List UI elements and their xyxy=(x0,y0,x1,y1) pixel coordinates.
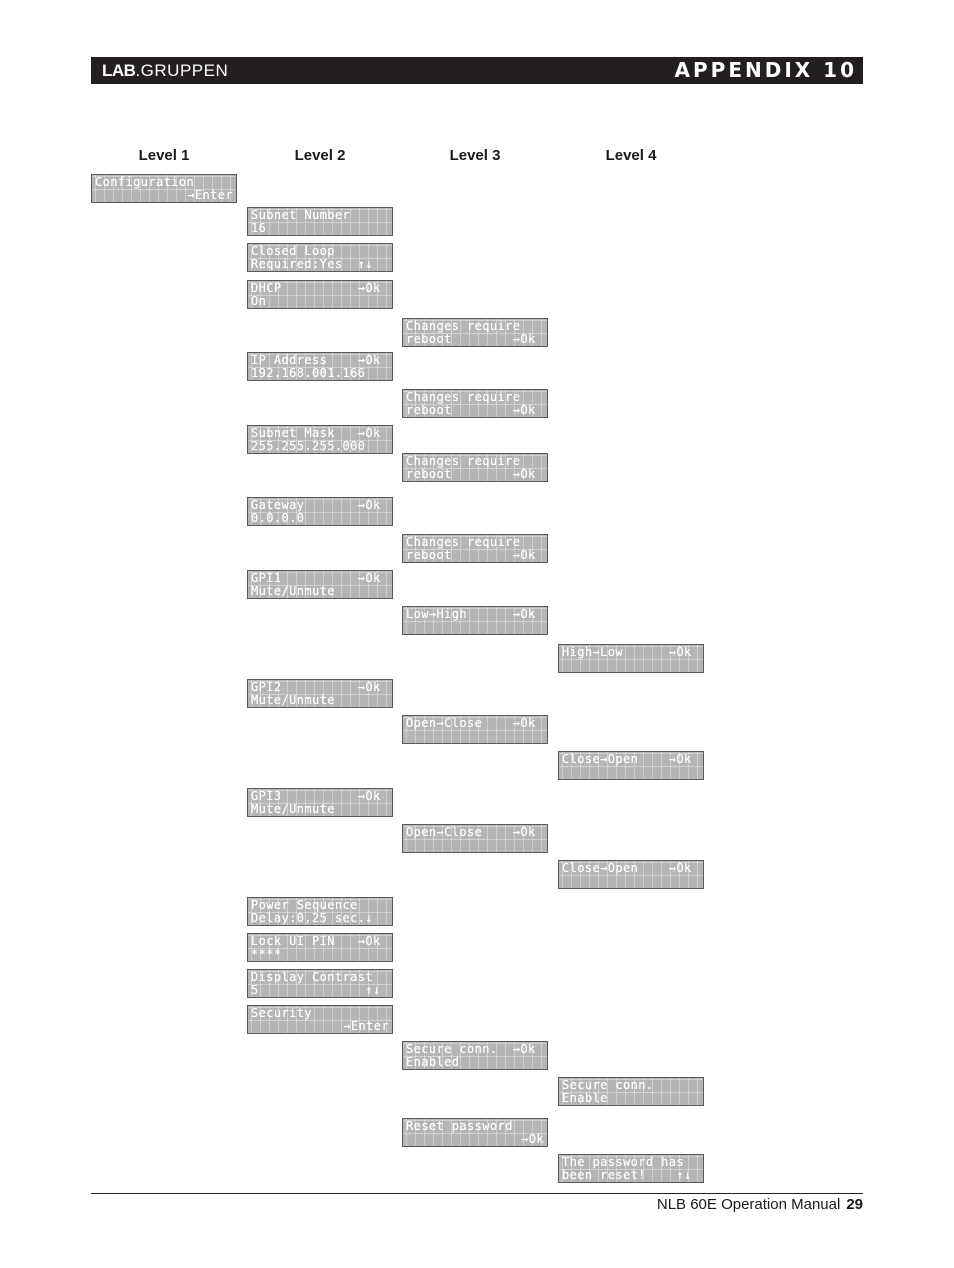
lcd-line-2: Mute/Unmute xyxy=(251,693,335,707)
lcd-line-2 xyxy=(562,659,700,672)
lcd-line-1: Changes require xyxy=(406,454,521,468)
lcd-line-1: Security xyxy=(251,1006,312,1020)
column-heading-level-2: Level 2 xyxy=(294,147,346,164)
lcd-line-1: Secure conn. xyxy=(562,1078,654,1092)
lcd-line-1: Changes require xyxy=(406,390,521,404)
lcd-line-2: →Enter xyxy=(187,188,233,202)
lcd-line-2: →Ok xyxy=(521,1132,544,1146)
lcd-line-2: 16 xyxy=(251,221,267,235)
footer-rule xyxy=(91,1193,863,1194)
lcd-line-2: reboot →Ok xyxy=(406,548,536,562)
lcd-display-level-4 xyxy=(558,860,704,889)
lcd-display-level-3 xyxy=(402,534,548,563)
lcd-line-2: Required:Yes ↑↓ xyxy=(251,257,373,271)
lcd-display-level-3 xyxy=(402,389,548,418)
header-bar xyxy=(91,57,863,84)
lcd-line-2: Delay:0,25 sec.↓ xyxy=(251,911,373,925)
column-heading-level-3: Level 3 xyxy=(449,147,501,164)
lcd-line-2 xyxy=(562,875,700,888)
lcd-line-2: reboot →Ok xyxy=(406,332,536,346)
lcd-line-1: DHCP →Ok xyxy=(251,281,381,295)
lcd-display-level-2 xyxy=(247,570,393,599)
lcd-display-level-2 xyxy=(247,897,393,926)
lcd-line-2: 5 ↑↓ xyxy=(251,983,381,997)
lcd-line-2 xyxy=(562,766,700,779)
lcd-line-1: High→Low →Ok xyxy=(562,645,692,659)
lcd-display-level-3 xyxy=(402,1118,548,1147)
lcd-line-1: Subnet Number xyxy=(251,208,351,222)
lcd-line-1: The password has xyxy=(562,1155,684,1169)
lcd-display-level-4 xyxy=(558,1077,704,1106)
lcd-display-level-2 xyxy=(247,969,393,998)
lcd-display-level-2 xyxy=(247,280,393,309)
lcd-line-2: 192.168.001.166 xyxy=(251,366,366,380)
lcd-display-level-2 xyxy=(247,352,393,381)
lcd-line-1: Close→Open →Ok xyxy=(562,752,692,766)
lcd-line-2: been reset! ↑↓ xyxy=(562,1168,692,1182)
lcd-display-level-2 xyxy=(247,679,393,708)
lcd-line-1: Display Contrast xyxy=(251,970,373,984)
appendix-title: APPENDIX 10 xyxy=(674,58,857,82)
manual-title: NLB 60E Operation Manual xyxy=(656,1196,841,1213)
lcd-display-level-3 xyxy=(402,824,548,853)
lcd-line-1: Power Sequence xyxy=(251,898,358,912)
column-heading-level-4: Level 4 xyxy=(605,147,657,164)
lcd-line-1: Lock UI PIN →Ok xyxy=(251,934,381,948)
lcd-line-1: Changes require xyxy=(406,319,521,333)
lcd-display-level-2 xyxy=(247,207,393,236)
lcd-display-level-4 xyxy=(558,751,704,780)
lcd-display-level-2 xyxy=(247,788,393,817)
lcd-line-2: On xyxy=(251,294,267,308)
lcd-line-2: Mute/Unmute xyxy=(251,802,335,816)
column-heading-level-1: Level 1 xyxy=(138,147,190,164)
lcd-display-level-2 xyxy=(247,933,393,962)
lcd-line-1: Close→Open →Ok xyxy=(562,861,692,875)
lcd-line-1: Configuration xyxy=(95,175,195,189)
lab-gruppen-logo: LAB.GRUPPEN xyxy=(102,61,229,80)
lcd-line-1: Gateway →Ok xyxy=(251,498,381,512)
lcd-line-2: **** xyxy=(251,947,282,961)
lcd-display-level-2 xyxy=(247,497,393,526)
lcd-line-2: Enable xyxy=(562,1091,608,1105)
lcd-display-level-3 xyxy=(402,318,548,347)
lcd-line-2 xyxy=(406,621,544,634)
lcd-display-level-3 xyxy=(402,606,548,635)
lcd-line-1: GPI1 →Ok xyxy=(251,571,381,585)
lcd-line-2: →Enter xyxy=(343,1019,389,1033)
lcd-line-2: Enabled xyxy=(406,1055,460,1069)
lcd-line-2 xyxy=(406,730,544,743)
lcd-line-2 xyxy=(406,839,544,852)
lcd-line-1: Changes require xyxy=(406,535,521,549)
lcd-line-1: Closed Loop xyxy=(251,244,335,258)
lcd-display-level-3 xyxy=(402,715,548,744)
lcd-display-level-2 xyxy=(247,425,393,454)
lcd-line-1: GPI2 →Ok xyxy=(251,680,381,694)
lcd-display-level-3 xyxy=(402,453,548,482)
lcd-line-2: 255.255.255.000 xyxy=(251,439,366,453)
page-number: 29 xyxy=(846,1196,863,1213)
lcd-display-level-4 xyxy=(558,1154,704,1183)
lcd-line-1: GPI3 →Ok xyxy=(251,789,381,803)
lcd-display-level-3 xyxy=(402,1041,548,1070)
lcd-line-1: IP Address →Ok xyxy=(251,353,381,367)
lcd-display-level-1 xyxy=(91,174,237,203)
footer xyxy=(657,1196,863,1213)
lcd-display-level-4 xyxy=(558,644,704,673)
lcd-line-1: Open→Close →Ok xyxy=(406,716,536,730)
lcd-line-1: Low→High →Ok xyxy=(406,607,536,621)
lcd-display-level-2 xyxy=(247,243,393,272)
lcd-line-2: reboot →Ok xyxy=(406,403,536,417)
lcd-line-2: 0.0.0.0 xyxy=(251,511,305,525)
lcd-line-1: Open→Close →Ok xyxy=(406,825,536,839)
lcd-line-1: Subnet Mask →Ok xyxy=(251,426,381,440)
lcd-line-2: reboot →Ok xyxy=(406,467,536,481)
lcd-display-level-2 xyxy=(247,1005,393,1034)
lcd-line-1: Secure conn. →Ok xyxy=(406,1042,536,1056)
lcd-line-1: Reset password xyxy=(406,1119,513,1133)
lcd-line-2: Mute/Unmute xyxy=(251,584,335,598)
